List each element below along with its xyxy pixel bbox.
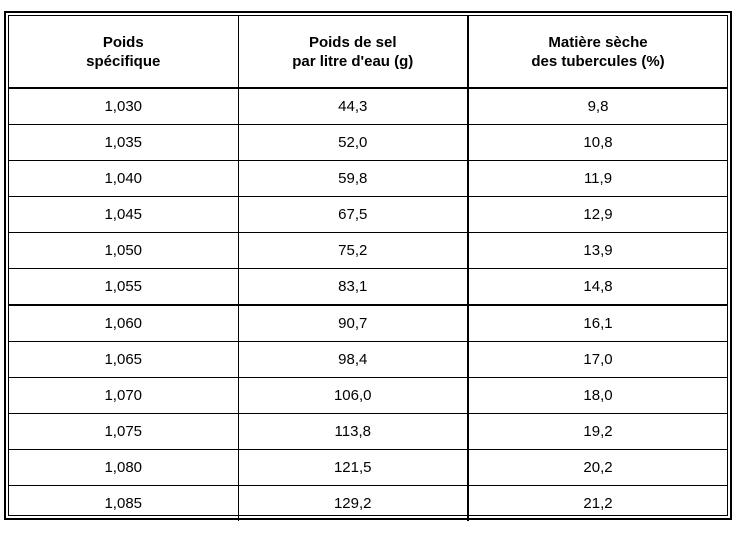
cell-salt-weight: 106,0: [238, 378, 468, 414]
cell-salt-weight: 121,5: [238, 450, 468, 486]
header-line: Poids de sel: [308, 33, 397, 51]
cell-salt-weight: 59,8: [238, 161, 468, 197]
header-line: Matière sèche: [548, 33, 648, 51]
table-row: [9, 342, 727, 378]
cell-dry-matter: 20,2: [468, 450, 727, 486]
table-row: [9, 125, 727, 161]
data-table: [9, 16, 727, 521]
header-line: par litre d'eau (g): [292, 52, 414, 70]
cell-dry-matter: 11,9: [468, 161, 727, 197]
header-row: [9, 16, 727, 88]
cell-salt-weight: 67,5: [238, 197, 468, 233]
cell-dry-matter: 16,1: [468, 305, 727, 342]
table-row: [9, 450, 727, 486]
table-row: [9, 486, 727, 522]
cell-salt-weight: 52,0: [238, 125, 468, 161]
table-row: [9, 378, 727, 414]
cell-salt-weight: 98,4: [238, 342, 468, 378]
cell-specific-weight: 1,050: [9, 233, 238, 269]
table-row: [9, 197, 727, 233]
cell-dry-matter: 18,0: [468, 378, 727, 414]
cell-dry-matter: 12,9: [468, 197, 727, 233]
cell-specific-weight: 1,070: [9, 378, 238, 414]
cell-salt-weight: 90,7: [238, 305, 468, 342]
cell-specific-weight: 1,040: [9, 161, 238, 197]
cell-specific-weight: 1,045: [9, 197, 238, 233]
cell-specific-weight: 1,065: [9, 342, 238, 378]
header-line: Poids: [102, 33, 144, 51]
cell-dry-matter: 9,8: [468, 88, 727, 125]
cell-dry-matter: 10,8: [468, 125, 727, 161]
cell-salt-weight: 44,3: [238, 88, 468, 125]
header-specific-weight: [9, 16, 238, 88]
cell-specific-weight: 1,030: [9, 88, 238, 125]
data-table-frame: [4, 11, 732, 520]
header-line: spécifique: [86, 52, 161, 70]
data-table-container: [8, 15, 728, 516]
table-row: [9, 414, 727, 450]
cell-salt-weight: 113,8: [238, 414, 468, 450]
table-row: [9, 161, 727, 197]
cell-specific-weight: 1,035: [9, 125, 238, 161]
cell-dry-matter: 21,2: [468, 486, 727, 522]
header-salt-weight: [238, 16, 468, 88]
cell-specific-weight: 1,075: [9, 414, 238, 450]
cell-specific-weight: 1,080: [9, 450, 238, 486]
header-line: des tubercules (%): [531, 52, 665, 70]
cell-dry-matter: 17,0: [468, 342, 727, 378]
table-row: [9, 269, 727, 306]
cell-specific-weight: 1,085: [9, 486, 238, 522]
table-row: [9, 88, 727, 125]
cell-dry-matter: 14,8: [468, 269, 727, 306]
cell-salt-weight: 129,2: [238, 486, 468, 522]
cell-salt-weight: 75,2: [238, 233, 468, 269]
cell-dry-matter: 19,2: [468, 414, 727, 450]
cell-specific-weight: 1,055: [9, 269, 238, 306]
cell-salt-weight: 83,1: [238, 269, 468, 306]
cell-specific-weight: 1,060: [9, 305, 238, 342]
table-row: [9, 233, 727, 269]
cell-dry-matter: 13,9: [468, 233, 727, 269]
table-row: [9, 305, 727, 342]
header-dry-matter: [468, 16, 727, 88]
